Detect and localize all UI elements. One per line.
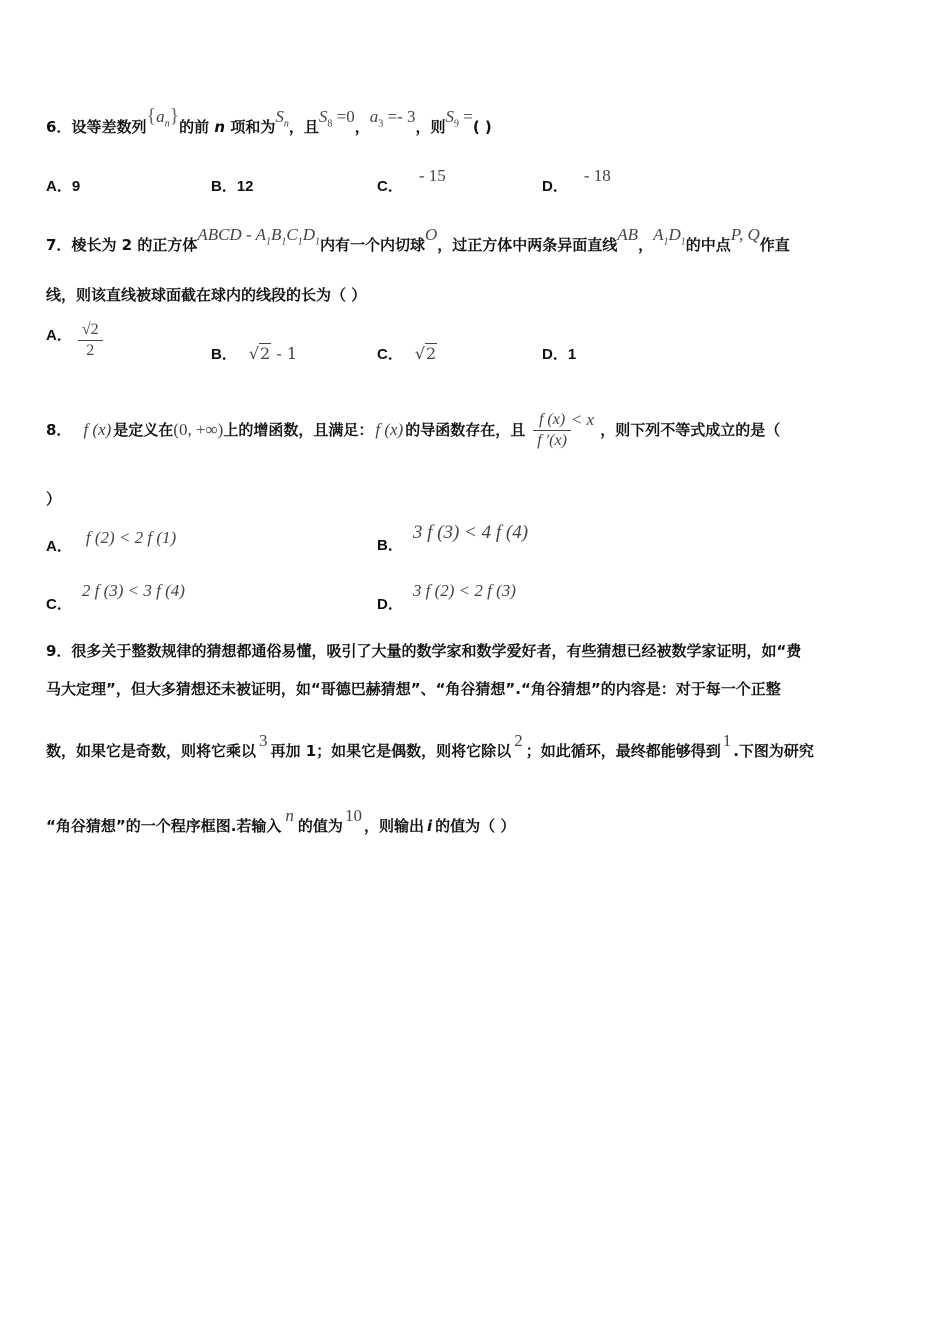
q6-text: 的前 [179,118,210,136]
q6-text: ，且 [288,118,319,136]
q7-cube: ABCD - $A_1B_1C_1D_1$ [197,225,320,248]
q6-option-b[interactable]: B．12 [211,178,254,195]
q8-option-a[interactable]: A． f (2) < 2 f (1) [46,528,177,555]
q6-number: 6． [46,118,72,136]
q8-inequality: < x [570,410,595,429]
q7-sphere-o: O [424,225,438,244]
q7-number: 7． [46,236,72,254]
question-7-stem [46,225,790,257]
q7-text: 的中点 [685,236,731,254]
q7-option-a[interactable]: A． $\frac{√2}{2}$ [46,320,103,361]
question-8-stem-line2: ） [46,490,62,508]
q6-sequence: $\{a_n\}$ [146,105,180,130]
q8-number: 8． [46,421,72,439]
q8-f-of-x: f (x) [375,420,404,439]
q7-text: ，过正方体中两条异面直线 [437,236,618,254]
q7-text: 作直 [759,236,790,254]
q7-option-b[interactable]: B． √2 - 1 [211,344,297,363]
q6-ask-s9: $S_9$ = [445,107,473,130]
question-9-line1: 9．很多关于整数规律的猜想都通俗易懂，吸引了大量的数学家和数学爱好者，有些猜想已经被数学家证明，如“费 [46,642,802,660]
q8-option-d[interactable]: D．3 f (2) < 2 f (3) [377,581,516,613]
q7-line-ab: AB [617,225,639,244]
q6-text: 设等差数列 [71,118,147,136]
q6-option-d[interactable]: D．- 18 [542,166,611,195]
q7-text: ， [638,236,654,254]
q8-fraction: $\frac{f (x)}{f '(x)}$ [533,410,571,451]
q6-text: 项和为 [230,118,276,136]
q8-text: 上的增函数，且满足： [223,421,374,439]
q6-paren: ( ) [472,118,492,136]
q8-text: ，则下列不等式成立的是（ [600,421,781,439]
q8-text: 的导函数存在，且 [405,421,526,439]
q8-option-c[interactable]: C．2 f (3) < 3 f (4) [46,581,185,613]
q7-option-a-fraction: $\frac{√2}{2}$ [78,320,103,361]
q8-text: 是定义在 [113,421,174,439]
q7-text: 棱长为 2 的正方体 [71,236,198,254]
q6-option-a[interactable]: A．9 [46,178,81,195]
q7-text: 内有一个内切球 [319,236,425,254]
q8-interval: (0, +∞) [173,420,224,439]
question-9-line4: “角谷猜想”的一个程序框图.若输入n的值为10，则输出 i 的值为（ ） [46,806,516,835]
q6-condition-s8: $S_8 =0$ [318,107,355,130]
q6-n: n [214,118,226,136]
q6-sn: $S_n$ [275,107,289,130]
q7-line-a1d1: $A_1D_1$ [653,225,686,248]
q8-f-of-x: f (x) [83,420,112,439]
q7-option-c[interactable]: C． √2 [377,344,437,363]
q7-option-d[interactable]: D．1 [542,346,577,363]
q6-condition-a3: $a_3 =- 3$ [369,107,416,130]
question-7-stem-line2: 线，则该直线被球面截在球内的线段的长为（ ） [46,286,367,304]
q6-text: ， [354,118,370,136]
question-9-line3: 数，如果它是奇数，则将它乘以3再加 1；如果它是偶数，则将它除以2；如此循环，最终都能够得到1.下图为研究 [46,731,814,760]
question-8-stem [46,405,780,455]
q8-option-b[interactable]: B．3 f (3) < 4 f (4) [377,522,529,554]
q6-option-c[interactable]: C．- 15 [377,166,446,195]
q7-points-pq: P, Q [730,225,760,244]
question-9-line2: 马大定理”，但大多猜想还未被证明，如“哥德巴赫猜想”、“角谷猜想”.“角谷猜想”的内容是：对于每一个正整 [46,680,781,698]
question-6-stem [46,105,492,139]
q6-text: ，则 [415,118,446,136]
